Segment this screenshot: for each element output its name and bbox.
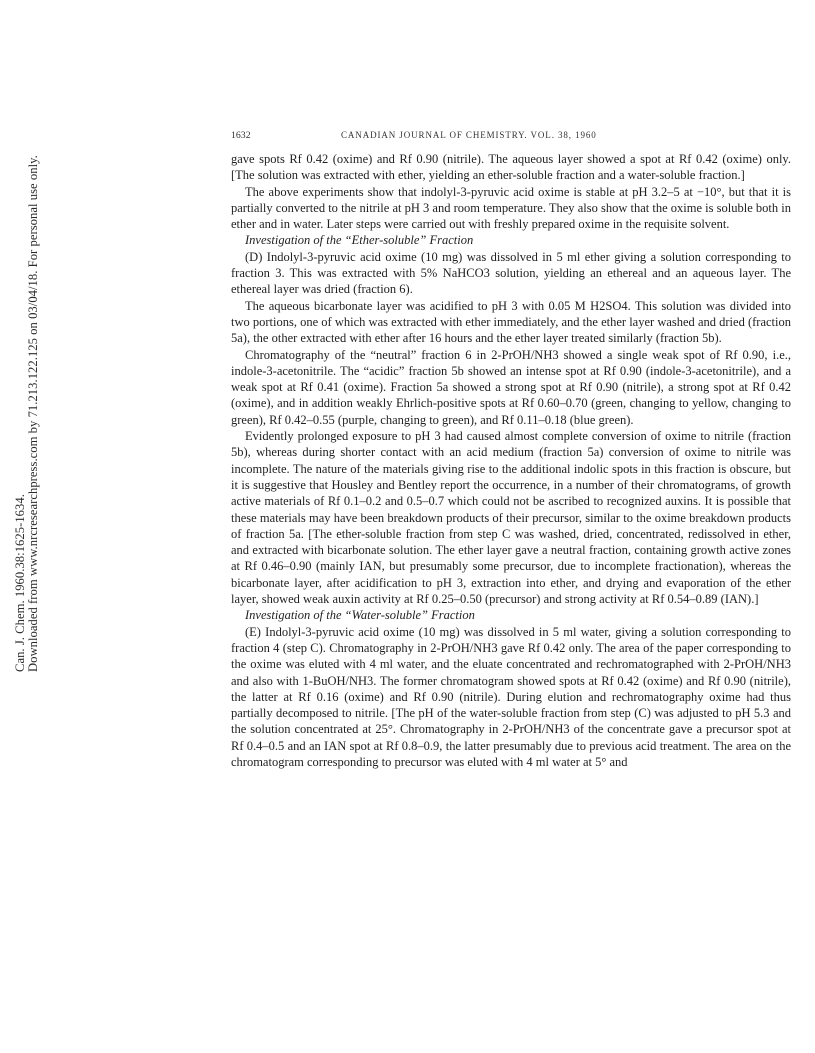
paragraph: (D) Indolyl-3-pyruvic acid oxime (10 mg) was dissolved in 5 ml ether giving a solution corresponding to fraction 3. This was extracted with 5% NaHCO3 solution, yielding an ethereal and an aqueous layer. The ethereal layer was dried (fraction 6).: [231, 249, 791, 297]
page-number: 1632: [231, 130, 251, 141]
citation-line: Can. J. Chem. 1960.38:1625-1634.: [13, 494, 27, 672]
paragraph: (E) Indolyl-3-pyruvic acid oxime (10 mg) was dissolved in 5 ml water, giving a solution corresponding to fraction 4 (step C). Chromatography in 2-PrOH/NH3 gave Rf 0.42 only. The area of the paper corresponding to the oxime was eluted with 4 ml water, and the eluate concentrated and rechromatographed with 2-PrOH/NH3 and also with 1-BuOH/NH3. The former chromatogram showed spots at Rf 0.42 (oxime) and Rf 0.90 (nitrile), the latter at Rf 0.16 (oxime) and Rf 0.90 (nitrile). During elution and rechromatography oxime had thus partially decomposed to nitrile. [The pH of the water-soluble fraction from step (C) was adjusted to pH 5.3 and the solution concentrated at 25°. Chromatography in 2-PrOH/NH3 of the concentrate gave a precursor spot at Rf 0.4–0.5 and an IAN spot at Rf 0.8–0.9, the latter presumably due to previous acid treatment. The area on the chromatogram corresponding to precursor was eluted with 4 ml water at 5° and: [231, 624, 791, 769]
paragraph: gave spots Rf 0.42 (oxime) and Rf 0.90 (nitrile). The aqueous layer showed a spot at Rf 0.42 (oxime) only. [The solution was extracted with ether, yielding an ether-soluble fraction and a water-soluble fraction.]: [231, 152, 791, 183]
paragraph: Evidently prolonged exposure to pH 3 had caused almost complete conversion of oxime to nitrile (fraction 5b), whereas during shorter contact with an acid medium (fraction 5a) conversion of oxime to nitrile was incomplete. The nature of the materials giving rise to the additional indolic spots in this fraction is obscure, but it is suggestive that Housley and Bentley report the occurrence, in a number of their chromatograms, of growth active materials of Rf 0.1–0.2 and 0.5–0.7 which could not be ascribed to recognized auxins. It is possible that these materials may have been breakdown products of their precursor, similar to the oxime breakdown products of fraction 5a. [The ether-soluble fraction from step C was washed, dried, concentrated, redissolved in ether, and extracted with bicarbonate solution. The ether layer gave a neutral fraction, containing growth active zones at Rf 0.46–0.90 (mainly IAN, but presumably some precursor, due to incomplete fractionation), whereas the bicarbonate layer, after acidification to pH 3, extraction into ether, and drying and evaporation of the ether layer, showed weak auxin activity at Rf 0.25–0.50 (precursor) and strong activity at Rf 0.54–0.89 (IAN).]: [231, 429, 791, 607]
paragraph: The aqueous bicarbonate layer was acidified to pH 3 with 0.05 M H2SO4. This solution was divided into two portions, one of which was extracted with ether immediately, and the ether layer washed and dried (fraction 5a), the other extracted with ether after 16 hours and the ether layer treated similarly (fraction 5b).: [231, 298, 791, 346]
paragraph: The above experiments show that indolyl-3-pyruvic acid oxime is stable at pH 3.2–5 at −10°, but that it is partially converted to the nitrile at pH 3 and room temperature. They also show that the oxime is soluble both in ether and in water. Later steps were carried out with freshly prepared oxime in the requisite solvent.: [231, 184, 791, 232]
download-notice: [14, 155, 40, 672]
running-header: [231, 130, 791, 144]
section-heading: Investigation of the “Ether-soluble” Fraction: [245, 233, 474, 248]
paragraph: Chromatography of the “neutral” fraction 6 in 2-PrOH/NH3 showed a single weak spot of Rf 0.90, i.e., indole-3-acetonitrile. The “acidic” fraction 5b showed an intense spot at Rf 0.90 (indole-3-acetonitrile), and a weak spot at Rf 0.41 (oxime). Fraction 5a showed a strong spot at Rf 0.90 (nitrile), a strong spot at Rf 0.42 (oxime), and in addition weakly Ehrlich-positive spots at Rf 0.60–0.70 (green, changing to yellow, changing to green), Rf 0.42–0.55 (purple, changing to green), and Rf 0.11–0.18 (blue green).: [231, 347, 791, 427]
article-body: [231, 151, 791, 770]
journal-title: CANADIAN JOURNAL OF CHEMISTRY. VOL. 38, 1960: [341, 130, 597, 140]
section-heading: Investigation of the “Water-soluble” Fraction: [245, 608, 475, 623]
download-line: Downloaded from www.nrcresearchpress.com by 71.213.122.125 on 03/04/18. For personal use only.: [26, 155, 40, 672]
